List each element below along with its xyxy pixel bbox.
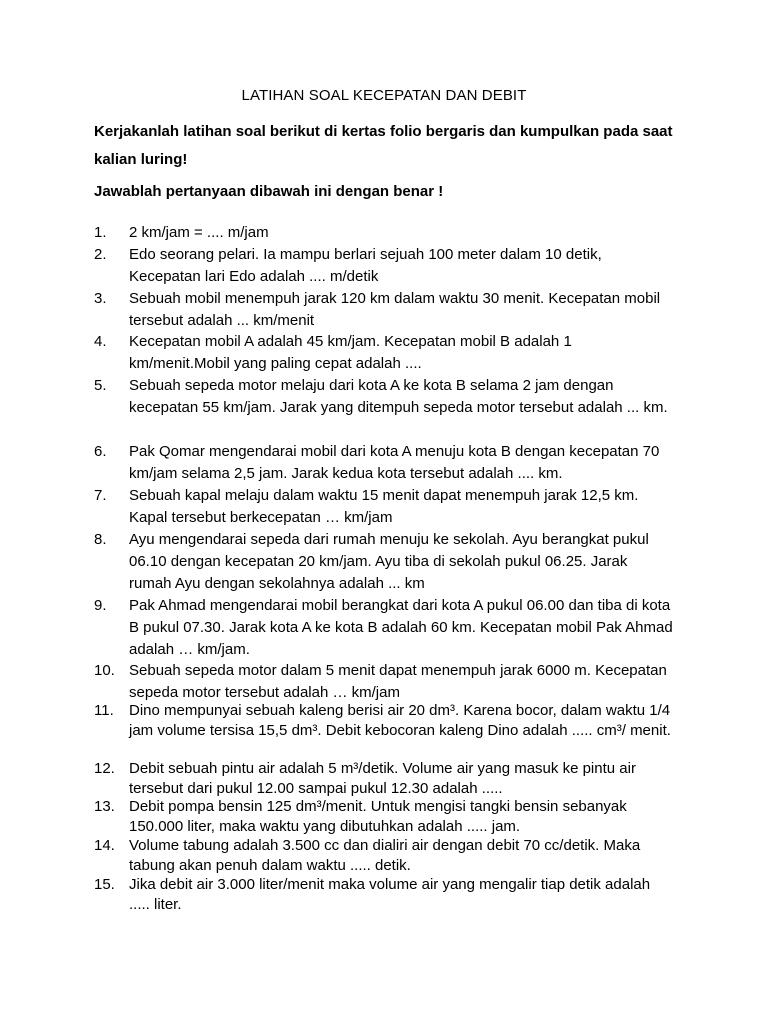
question-item bbox=[94, 441, 694, 485]
question-number: 10. bbox=[94, 662, 115, 679]
question-text: Sebuah sepeda motor melaju dari kota A ke kota B selama 2 jam dengan kecepatan 55 km/jam. Jarak yang ditempuh sepeda motor tersebut adalah ... km. bbox=[129, 377, 668, 416]
question-text: Kecepatan mobil A adalah 45 km/jam. Kecepatan mobil B adalah 1 km/menit.Mobil yang paling cepat adalah .... bbox=[129, 333, 572, 372]
question-text: Sebuah sepeda motor dalam 5 menit dapat menempuh jarak 6000 m. Kecepatan sepeda motor tersebut adalah … km/jam bbox=[129, 662, 667, 701]
question-number: 11. bbox=[94, 702, 114, 719]
question-item bbox=[94, 375, 694, 419]
instruction-text: Kerjakanlah latihan soal berikut di kertas folio bergaris dan kumpulkan pada saat kalian luring! bbox=[94, 123, 673, 168]
question-number: 1. bbox=[94, 224, 107, 241]
question-number: 4. bbox=[94, 333, 107, 350]
question-text: Jika debit air 3.000 liter/menit maka volume air yang mengalir tiap detik adalah ..... liter. bbox=[129, 876, 651, 913]
question-number: 12. bbox=[94, 760, 115, 777]
question-text: Dino mempunyai sebuah kaleng berisi air 20 dm³. Karena bocor, dalam waktu 1/4 jam volume tersisa 15,5 dm³. Debit kebocoran kaleng Dino adalah ..... cm³/ menit. bbox=[129, 702, 671, 739]
question-text: Debit pompa bensin 125 dm³/menit. Untuk mengisi tangki bensin sebanyak 150.000 liter, maka waktu yang dibutuhkan adalah ..... jam. bbox=[129, 798, 627, 835]
question-item bbox=[94, 288, 694, 332]
question-text: Ayu mengendarai sepeda dari rumah menuju ke sekolah. Ayu berangkat pukul 06.10 dengan kecepatan 20 km/jam. Ayu tiba di sekolah pukul 06.25. Jarak rumah Ayu dengan sekolahnya adalah ... km bbox=[129, 531, 649, 592]
question-number: 8. bbox=[94, 531, 107, 548]
question-item bbox=[94, 331, 694, 375]
question-number: 9. bbox=[94, 597, 107, 614]
answer-instruction-text: Jawablah pertanyaan dibawah ini dengan benar ! bbox=[94, 183, 444, 200]
question-item bbox=[94, 485, 694, 529]
question-number: 13. bbox=[94, 798, 115, 815]
question-text: Debit sebuah pintu air adalah 5 m³/detik. Volume air yang masuk ke pintu air tersebut dari pukul 12.00 sampai pukul 12.30 adalah ..... bbox=[129, 760, 636, 797]
question-item bbox=[94, 222, 694, 244]
question-text: Pak Ahmad mengendarai mobil berangkat dari kota A pukul 06.00 dan tiba di kota B pukul 07.30. Jarak kota A ke kota B adalah 60 km. Kecepatan mobil Pak Ahmad adalah … km/jam. bbox=[129, 597, 673, 658]
question-number: 14. bbox=[94, 837, 115, 854]
question-item bbox=[94, 797, 694, 836]
question-number: 7. bbox=[94, 487, 107, 504]
page-title: LATIHAN SOAL KECEPATAN DAN DEBIT bbox=[241, 87, 527, 104]
question-item bbox=[94, 701, 694, 740]
question-item bbox=[94, 660, 694, 704]
question-text: Volume tabung adalah 3.500 cc dan dialiri air dengan debit 70 cc/detik. Maka tabung akan penuh dalam waktu ..... detik. bbox=[129, 837, 641, 874]
question-text: Sebuah kapal melaju dalam waktu 15 menit dapat menempuh jarak 12,5 km. Kapal tersebut berkecepatan … km/jam bbox=[129, 487, 639, 526]
question-number: 2. bbox=[94, 246, 107, 263]
question-item bbox=[94, 836, 694, 875]
question-number: 3. bbox=[94, 290, 107, 307]
question-number: 5. bbox=[94, 377, 107, 394]
question-item bbox=[94, 875, 694, 914]
question-item bbox=[94, 759, 694, 798]
question-text: Sebuah mobil menempuh jarak 120 km dalam waktu 30 menit. Kecepatan mobil tersebut adalah ... km/menit bbox=[129, 290, 661, 329]
question-text: 2 km/jam = .... m/jam bbox=[129, 224, 269, 241]
question-number: 15. bbox=[94, 876, 115, 893]
question-text: Pak Qomar mengendarai mobil dari kota A menuju kota B dengan kecepatan 70 km/jam selama 2,5 jam. Jarak kedua kota tersebut adalah .... km. bbox=[129, 443, 660, 482]
question-item bbox=[94, 529, 694, 595]
question-item bbox=[94, 244, 694, 288]
question-text: Edo seorang pelari. Ia mampu berlari sejuah 100 meter dalam 10 detik, Kecepatan lari Edo adalah .... m/detik bbox=[129, 246, 602, 285]
question-number: 6. bbox=[94, 443, 107, 460]
question-item bbox=[94, 595, 694, 661]
